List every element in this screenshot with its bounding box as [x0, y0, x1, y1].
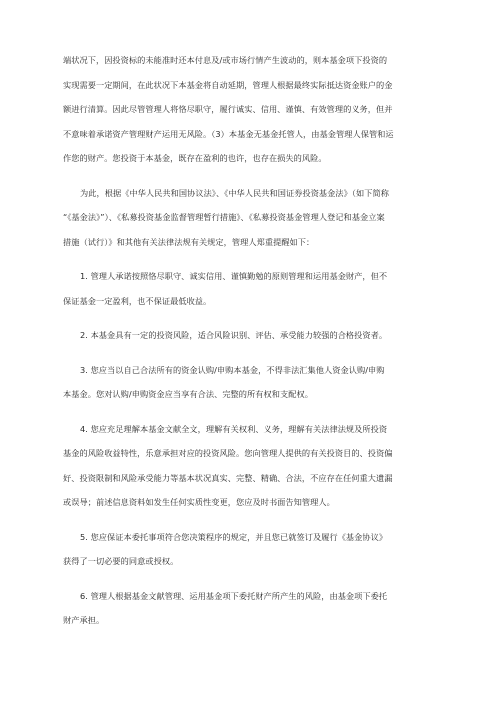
paragraph-legal-basis: [63, 181, 445, 255]
text-line: 或误导；前述信息资料如发生任何实质性变更，您应及时书面告知管理人。: [63, 497, 335, 507]
text-line: 基金的风险收益特性，乐意承担对应的投资风险。您向管理人提供的有关投资目的、投资偏: [63, 448, 393, 458]
document-page: [63, 48, 445, 633]
text-line: 实现需要一定期间，在此状况下本基金将自动延期，管理人根据最终实际抵达资金账户的金: [63, 79, 393, 90]
text-line: 财产承担。: [63, 615, 105, 625]
text-line: 3. 您应当以自己合法所有的资金认购/申购本基金，不得非法汇集他人资金认购/申购: [80, 364, 385, 375]
text-line: 保证基金一定盈利，也不保证最低收益。: [63, 295, 212, 306]
text-line: 端状况下，因投资标的未能准时还本付息及/或市场行情产生波动的，则本基金项下投资的: [63, 55, 388, 65]
text-line: 好、投资限制和风险承受能力等基本状况真实、完整、精确、合法，不应存在任何重大遗漏: [63, 472, 393, 483]
text-line: 4. 您应充足理解本基金文献全文，理解有关权利、义务，理解有关法律法规及所投资: [80, 423, 388, 434]
text-line: 作您的财产。您投资于本基金，既存在盈利的也许，也存在损失的风险。: [63, 153, 327, 163]
paragraph-item-6: [63, 584, 445, 633]
paragraph-item-2: [63, 323, 445, 348]
text-line: 本基金。您对认购/申购资金应当享有合法、完整的所有权和支配权。: [63, 389, 313, 399]
text-line: 为此，根据《中华人民共和国协议法》、《中华人民共和国证券投资基金法》（如下简称: [80, 187, 389, 198]
text-line: 5. 您应保证本委托事项符合您决策程序的规定，并且您已就签订及履行《基金协议》: [80, 531, 388, 542]
paragraph-risk-continuation: [63, 48, 445, 171]
paragraph-item-3: [63, 358, 445, 407]
text-line: “《基金法》”）、《私募投资基金监督管理暂行措施》、《私募投资基金管理人登记和基金立案: [63, 212, 385, 222]
paragraph-item-1: [63, 264, 445, 313]
paragraph-item-5: [63, 525, 445, 574]
text-line: 不意味着承诺资产管理财产运用无风险。（3）本基金无基金托管人，由基金管理人保管和运: [63, 128, 394, 139]
text-line: 2. 本基金具有一定的投资风险，适合风险识别、评估、承受能力较强的合格投资者。: [80, 330, 388, 340]
text-line: 1. 管理人承诺按照恪尽职守、诚实信用、谨慎勤勉的原则管理和运用基金财产，但不: [80, 271, 388, 281]
text-line: 6. 管理人根据基金文献管理、运用基金项下委托财产所产生的风险，由基金项下委托: [80, 590, 388, 601]
text-line: 额进行清算。因此尽管管理人将恪尽职守，履行诚实、信用、谨慎、有效管理的义务，但并: [63, 104, 393, 114]
text-line: 获得了一切必要的同意或授权。: [63, 556, 179, 566]
text-line: 措施（试行）》和其他有关法律法规有关规定，管理人郑重提醒如下：: [63, 236, 315, 247]
paragraph-item-4: [63, 417, 445, 515]
